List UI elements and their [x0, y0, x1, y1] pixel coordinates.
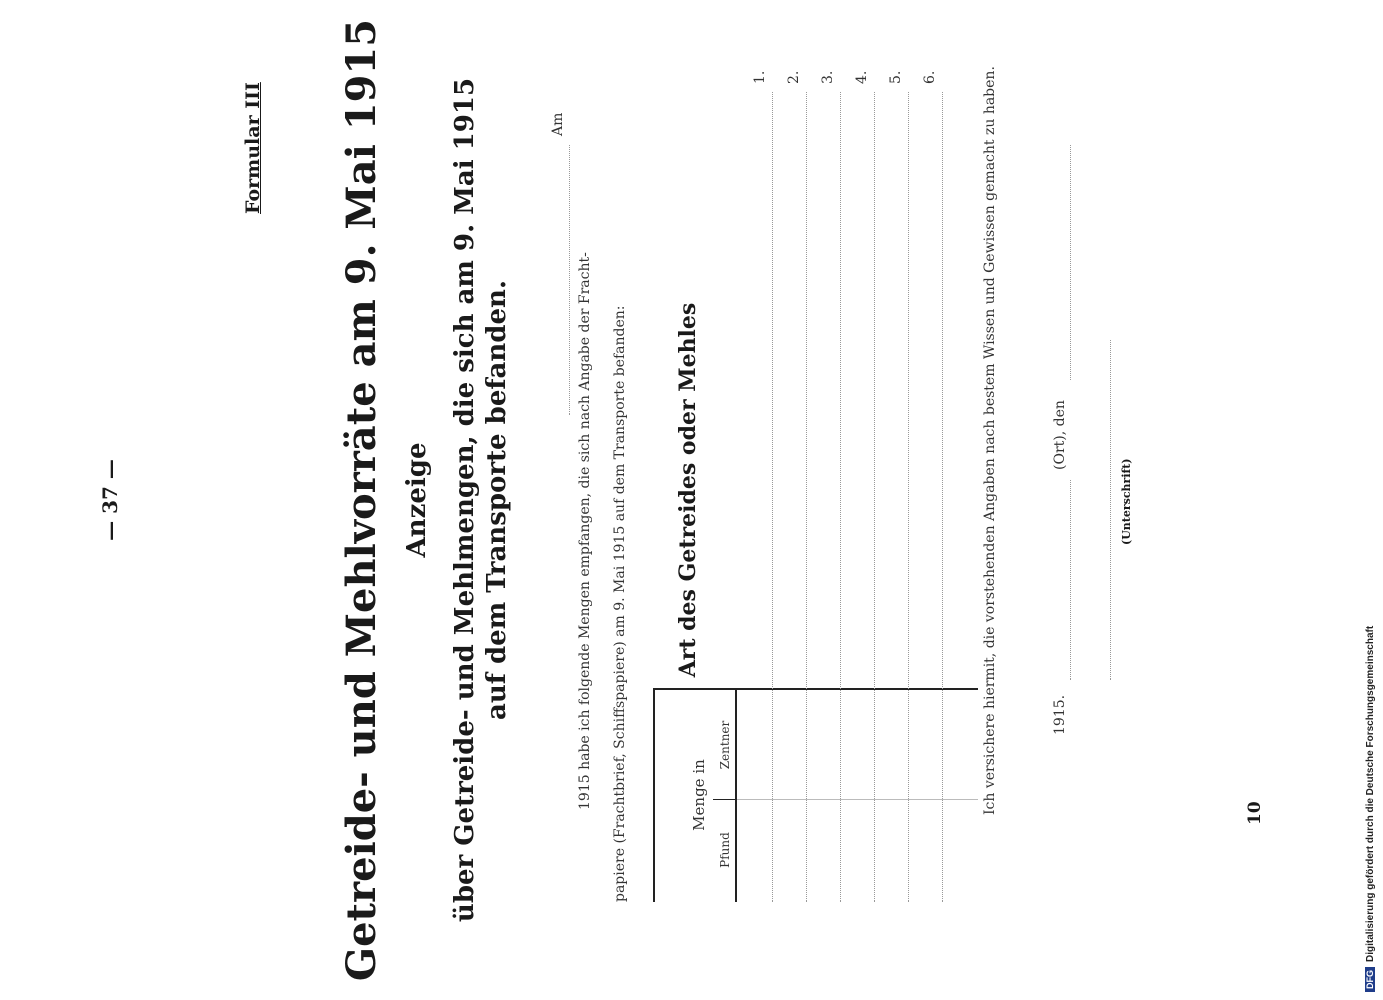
- place-label: (Ort), den: [1052, 400, 1068, 470]
- document-title: Getreide- und Mehlvorräte am 9. Mai 1915: [338, 18, 385, 982]
- body-text-am: Am: [550, 112, 566, 136]
- year-suffix: 1915.: [1052, 694, 1068, 735]
- sheet-number: 10: [1245, 801, 1265, 825]
- table-row-line: [840, 92, 841, 902]
- declaration-text: Ich versichere hiermit, die vorstehenden Angaben nach bestem Wissen und Gewissen gemacht zu haben.: [982, 66, 998, 815]
- table-top-rule: [653, 690, 655, 902]
- page-number: — 37 —: [98, 459, 122, 541]
- body-text-line-1: 1915 habe ich folgende Mengen empfangen, die sich nach Angabe der Fracht-: [577, 252, 593, 810]
- column-header-pfund: Pfund: [718, 832, 732, 868]
- signature-line: [1110, 340, 1111, 680]
- table-row-label: 3.: [820, 70, 836, 84]
- table-column-separator: [653, 688, 978, 690]
- form-label: Formular III: [242, 82, 264, 214]
- column-header-kind: Art des Getreides oder Mehles: [675, 302, 701, 678]
- footer-credit-text: Digitalisierung gefördert durch die Deutsche Forschungsgemeinschaft: [1365, 625, 1376, 962]
- section-heading: Anzeige: [402, 442, 432, 558]
- table-header-rule: [735, 690, 737, 902]
- table-row-label: 5.: [888, 70, 904, 84]
- section-subheading-1: über Getreide- und Mehlmengen, die sich am 9. Mai 1915: [450, 77, 480, 923]
- table-row-line: [942, 92, 943, 902]
- place-line: [1070, 480, 1071, 680]
- table-row-label: 1.: [752, 70, 768, 84]
- table-row-line: [908, 92, 909, 902]
- table-row-line: [806, 92, 807, 902]
- table-row-label: 6.: [922, 70, 938, 84]
- dfg-logo: DFG: [1365, 967, 1375, 992]
- date-received-line: [569, 145, 570, 415]
- body-text-line-2: papiere (Frachtbrief, Schiffspapiere) am 9. Mai 1915 auf dem Transporte befanden:: [612, 305, 628, 902]
- place-name-line: [1070, 145, 1071, 380]
- table-row-label: 4.: [854, 70, 870, 84]
- table-row-label: 2.: [786, 70, 802, 84]
- column-header-zentner: Zentner: [718, 720, 732, 770]
- table-row-line: [772, 92, 773, 902]
- column-header-quantity: Menge in: [690, 759, 708, 831]
- footer-credit: [1365, 626, 1376, 992]
- section-subheading-2: auf dem Transporte befanden.: [482, 280, 512, 720]
- signature-label: (Unterschrift): [1120, 458, 1133, 545]
- table-row-line: [874, 92, 875, 902]
